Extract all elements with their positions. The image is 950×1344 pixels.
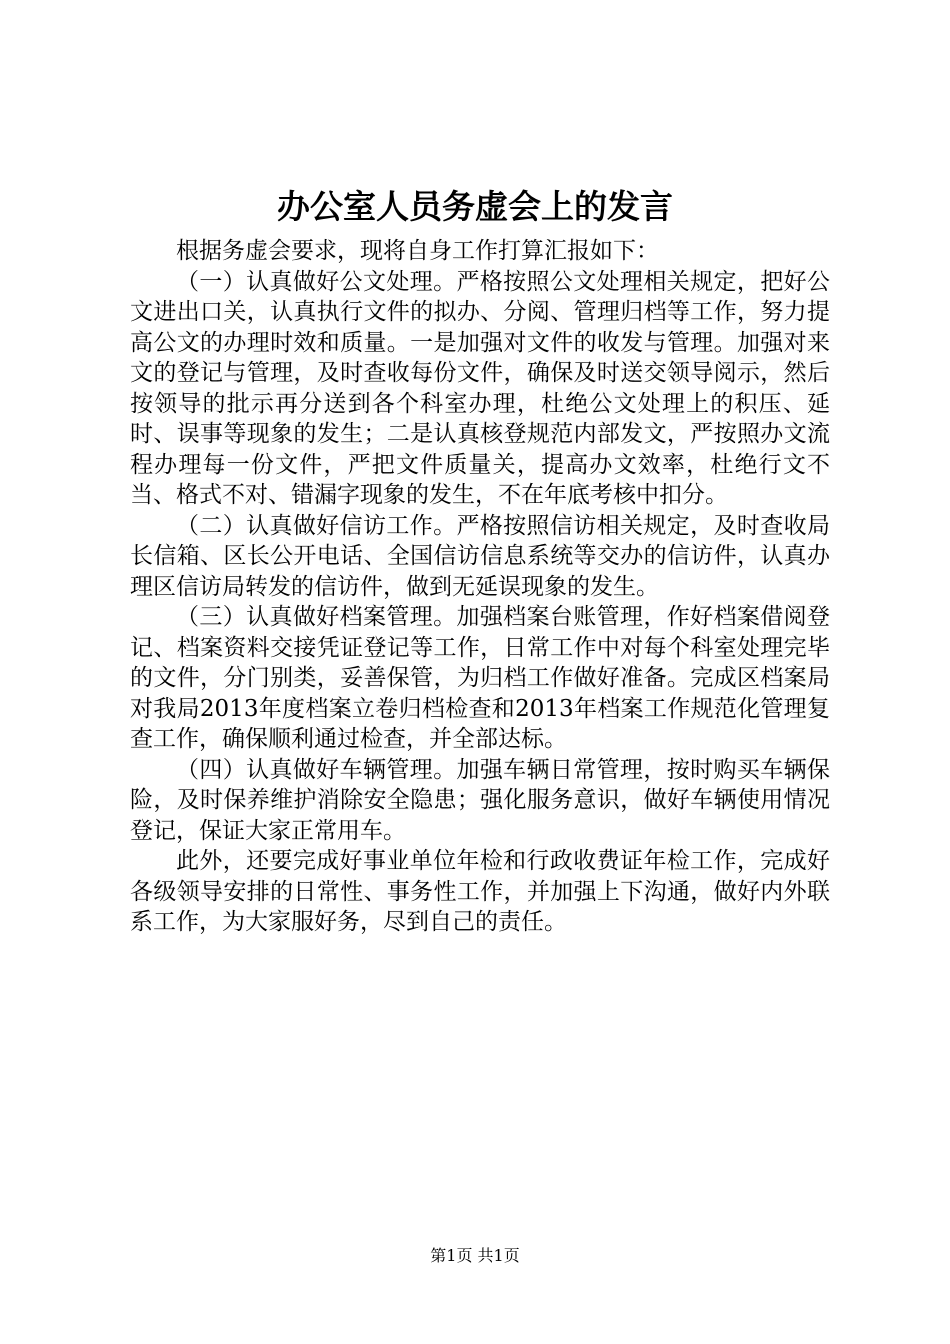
page-footer: 第1页 共1页: [430, 1246, 520, 1265]
document-title: 办公室人员务虚会上的发言: [277, 187, 673, 226]
document-body: [130, 236, 830, 938]
paragraph-other-work: 此外，还要完成好事业单位年检和行政收费证年检工作，完成好各级领导安排的日常性、事务性工作，并加强上下沟通，做好内外联系工作，为大家服好务，尽到自己的责任。: [130, 848, 830, 935]
paragraph-document-handling: （一）认真做好公文处理。严格按照公文处理相关规定，把好公文进出口关，认真执行文件的拟办、分阅、管理归档等工作，努力提高公文的办理时效和质量。一是加强对文件的收发与管理。加强对来文的登记与管理，及时查收每份文件，确保及时送交领导阅示，然后按领导的批示再分送到各个科室办理，杜绝公文处理上的积压、延时、误事等现象的发生；二是认真核登规范内部发文，严按照办文流程办理每一份文件，严把文件质量关，提高办文效率，杜绝行文不当、格式不对、错漏字现象的发生，不在年底考核中扣分。: [130, 268, 830, 508]
paragraph-archives: （三）认真做好档案管理。加强档案台账管理，作好档案借阅登记、档案资料交接凭证登记等工作，日常工作中对每个科室处理完毕的文件，分门别类，妥善保管，为归档工作做好准备。完成区档案局对我局2013年度档案立卷归档检查和2013年档案工作规范化管理复查工作，确保顺利通过检查，并全部达标。: [130, 604, 830, 752]
paragraph-intro: 根据务虚会要求，现将自身工作打算汇报如下：: [176, 238, 659, 264]
paragraph-petitions: （二）认真做好信访工作。严格按照信访相关规定，及时查收局长信箱、区长公开电话、全国信访信息系统等交办的信访件，认真办理区信访局转发的信访件，做到无延误现象的发生。: [130, 512, 830, 600]
paragraph-vehicles: （四）认真做好车辆管理。加强车辆日常管理，按时购买车辆保险，及时保养维护消除安全隐患；强化服务意识，做好车辆使用情况登记，保证大家正常用车。: [130, 756, 830, 844]
